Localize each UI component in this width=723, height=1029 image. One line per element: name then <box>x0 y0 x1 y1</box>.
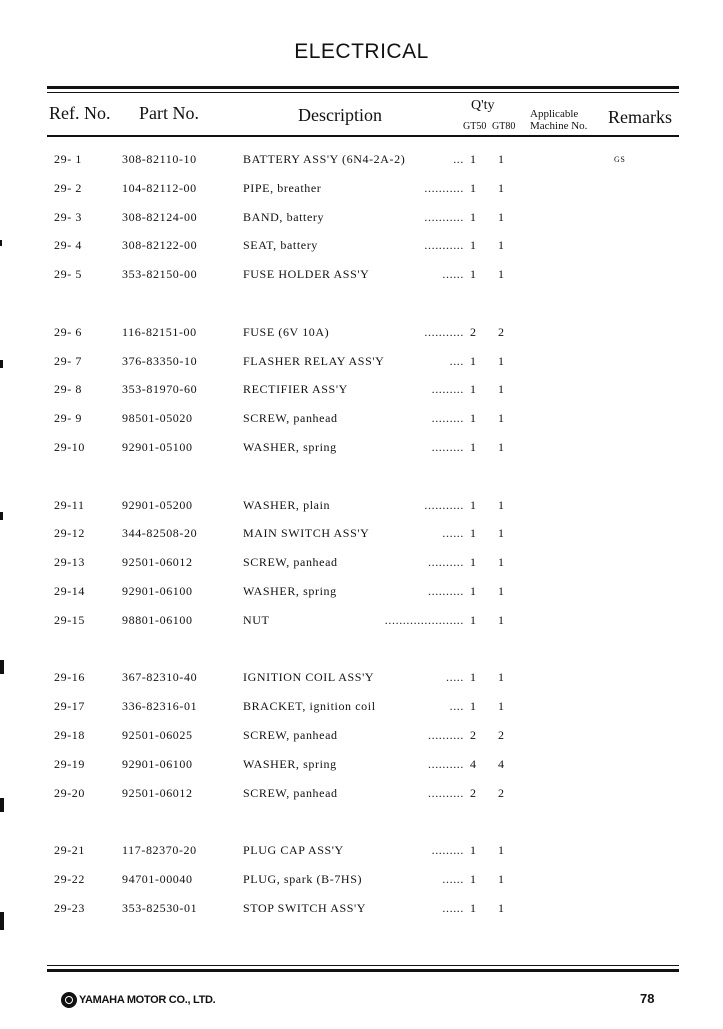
qty-gt80-cell: 1 <box>498 152 505 166</box>
qty-gt50-cell: 1 <box>470 440 477 454</box>
qty-gt50-cell: 1 <box>470 670 477 684</box>
qty-gt80-cell: 2 <box>498 786 505 800</box>
description-text: BRACKET, ignition coil <box>243 699 376 713</box>
qty-gt50-cell: 1 <box>470 613 477 627</box>
description-cell <box>243 728 338 743</box>
qty-gt80-cell: 1 <box>498 901 505 915</box>
header-gt80: GT80 <box>492 121 516 132</box>
qty-gt50-cell: 1 <box>470 498 477 512</box>
scan-mark <box>0 798 4 812</box>
leader-dots: ........... <box>424 498 464 512</box>
leader-dots: ......... <box>431 411 464 425</box>
description-text: SCREW, panhead <box>243 728 338 742</box>
table-row <box>0 238 723 256</box>
qty-gt50-cell: 1 <box>470 382 477 396</box>
table-row <box>0 728 723 746</box>
description-text: NUT <box>243 613 270 627</box>
part-no-cell: 94701-00040 <box>122 872 193 886</box>
header-rule <box>47 135 679 137</box>
description-cell <box>243 440 337 455</box>
qty-gt50-cell: 1 <box>470 526 477 540</box>
table-row <box>0 325 723 343</box>
ref-no-cell: 29- 7 <box>54 354 82 368</box>
description-cell <box>243 498 330 513</box>
description-text: WASHER, spring <box>243 440 337 454</box>
leader-dots: .... <box>449 699 464 713</box>
description-text: BAND, battery <box>243 210 325 224</box>
table-row <box>0 555 723 573</box>
ref-no-cell: 29- 5 <box>54 267 82 281</box>
leader-dots: ...................... <box>384 613 464 627</box>
qty-gt50-cell: 1 <box>470 181 477 195</box>
ref-no-cell: 29-21 <box>54 843 85 857</box>
leader-dots: .......... <box>428 757 464 771</box>
qty-gt80-cell: 1 <box>498 498 505 512</box>
ref-no-cell: 29-11 <box>54 498 85 512</box>
qty-gt50-cell: 2 <box>470 728 477 742</box>
qty-gt80-cell: 1 <box>498 526 505 540</box>
leader-dots: ........... <box>424 238 464 252</box>
part-no-cell: 92901-06100 <box>122 757 193 771</box>
qty-gt50-cell: 1 <box>470 152 477 166</box>
qty-gt50-cell: 1 <box>470 238 477 252</box>
scan-mark <box>0 512 3 520</box>
description-cell <box>243 757 337 772</box>
description-text: FUSE HOLDER ASS'Y <box>243 267 370 281</box>
qty-gt80-cell: 1 <box>498 440 505 454</box>
table-row <box>0 498 723 516</box>
leader-dots: .......... <box>428 786 464 800</box>
part-no-cell: 117-82370-20 <box>122 843 197 857</box>
description-cell <box>243 152 405 167</box>
description-cell <box>243 699 376 714</box>
qty-gt80-cell: 2 <box>498 728 505 742</box>
part-no-cell: 308-82124-00 <box>122 210 198 224</box>
qty-gt80-cell: 1 <box>498 843 505 857</box>
ref-no-cell: 29-10 <box>54 440 85 454</box>
header-description: Description <box>298 105 382 125</box>
leader-dots: ........... <box>424 325 464 339</box>
yamaha-emblem-icon <box>61 992 77 1008</box>
header-applicable: Applicable <box>530 108 579 120</box>
description-text: PIPE, breather <box>243 181 322 195</box>
part-no-cell: 353-81970-60 <box>122 382 198 396</box>
part-no-cell: 353-82150-00 <box>122 267 198 281</box>
table-row <box>0 901 723 919</box>
qty-gt80-cell: 1 <box>498 872 505 886</box>
description-text: PLUG CAP ASS'Y <box>243 843 344 857</box>
description-cell <box>243 526 369 541</box>
leader-dots: ......... <box>431 382 464 396</box>
part-no-cell: 308-82110-10 <box>122 152 197 166</box>
ref-no-cell: 29-19 <box>54 757 85 771</box>
leader-dots: .......... <box>428 584 464 598</box>
company-name: YAMAHA MOTOR CO., LTD. <box>79 994 216 1006</box>
table-row <box>0 382 723 400</box>
ref-no-cell: 29-22 <box>54 872 85 886</box>
part-no-cell: 353-82530-01 <box>122 901 198 915</box>
ref-no-cell: 29-14 <box>54 584 85 598</box>
part-no-cell: 92501-06012 <box>122 786 193 800</box>
table-row <box>0 872 723 890</box>
qty-gt50-cell: 2 <box>470 325 477 339</box>
qty-gt50-cell: 1 <box>470 267 477 281</box>
qty-gt50-cell: 1 <box>470 210 477 224</box>
ref-no-cell: 29-23 <box>54 901 85 915</box>
description-cell <box>243 670 374 685</box>
part-no-cell: 92501-06012 <box>122 555 193 569</box>
qty-gt80-cell: 1 <box>498 267 505 281</box>
description-cell <box>243 613 269 628</box>
leader-dots: .......... <box>428 728 464 742</box>
qty-gt50-cell: 1 <box>470 555 477 569</box>
ref-no-cell: 29- 8 <box>54 382 82 396</box>
leader-dots: ..... <box>446 670 464 684</box>
part-no-cell: 376-83350-10 <box>122 354 198 368</box>
description-text: IGNITION COIL ASS'Y <box>243 670 375 684</box>
qty-gt80-cell: 1 <box>498 699 505 713</box>
leader-dots: ...... <box>442 872 464 886</box>
description-text: SCREW, panhead <box>243 786 338 800</box>
qty-gt80-cell: 1 <box>498 584 505 598</box>
ref-no-cell: 29-15 <box>54 613 85 627</box>
qty-gt80-cell: 1 <box>498 238 505 252</box>
leader-dots: ........... <box>424 210 464 224</box>
table-row <box>0 526 723 544</box>
table-row <box>0 354 723 372</box>
top-rule-thin <box>47 92 679 93</box>
table-row <box>0 181 723 199</box>
description-text: SEAT, battery <box>243 238 318 252</box>
qty-gt80-cell: 1 <box>498 382 505 396</box>
leader-dots: .......... <box>428 555 464 569</box>
description-cell <box>243 901 366 916</box>
table-row <box>0 613 723 631</box>
leader-dots: ........... <box>424 181 464 195</box>
leader-dots: .... <box>449 354 464 368</box>
qty-gt80-cell: 1 <box>498 210 505 224</box>
part-no-cell: 308-82122-00 <box>122 238 198 252</box>
qty-gt50-cell: 1 <box>470 584 477 598</box>
part-no-cell: 336-82316-01 <box>122 699 198 713</box>
leader-dots: ...... <box>442 901 464 915</box>
scan-mark <box>0 660 4 674</box>
company-logo <box>61 992 215 1008</box>
description-cell <box>243 584 337 599</box>
description-cell <box>243 238 318 253</box>
header-remarks: Remarks <box>608 107 672 127</box>
ref-no-cell: 29- 3 <box>54 210 82 224</box>
table-row <box>0 210 723 228</box>
description-text: MAIN SWITCH ASS'Y <box>243 526 370 540</box>
part-no-cell: 104-82112-00 <box>122 181 197 195</box>
qty-gt80-cell: 1 <box>498 181 505 195</box>
qty-gt50-cell: 1 <box>470 699 477 713</box>
scan-mark <box>0 360 3 368</box>
qty-gt50-cell: 4 <box>470 757 477 771</box>
description-text: STOP SWITCH ASS'Y <box>243 901 367 915</box>
qty-gt50-cell: 1 <box>470 872 477 886</box>
table-row <box>0 411 723 429</box>
part-no-cell: 116-82151-00 <box>122 325 197 339</box>
ref-no-cell: 29- 9 <box>54 411 82 425</box>
part-no-cell: 92901-05100 <box>122 440 193 454</box>
description-cell <box>243 181 321 196</box>
description-cell <box>243 786 338 801</box>
description-text: WASHER, spring <box>243 757 337 771</box>
page-number: 78 <box>640 991 655 1006</box>
description-text: RECTIFIER ASS'Y <box>243 382 348 396</box>
leader-dots: ...... <box>442 267 464 281</box>
ref-no-cell: 29-18 <box>54 728 85 742</box>
scan-mark <box>0 240 2 246</box>
table-row <box>0 699 723 717</box>
description-cell <box>243 210 324 225</box>
leader-dots: ...... <box>442 526 464 540</box>
part-no-cell: 98501-05020 <box>122 411 193 425</box>
qty-gt50-cell: 1 <box>470 843 477 857</box>
table-row <box>0 757 723 775</box>
table-row <box>0 786 723 804</box>
header-ref-no: Ref. No. <box>49 103 111 123</box>
header-gt50: GT50 <box>463 121 487 132</box>
page-title: ELECTRICAL <box>294 40 429 63</box>
description-cell <box>243 267 369 282</box>
description-cell <box>243 325 329 340</box>
description-cell <box>243 872 362 887</box>
table-row <box>0 152 723 170</box>
table-row <box>0 440 723 458</box>
ref-no-cell: 29-16 <box>54 670 85 684</box>
table-row <box>0 843 723 861</box>
description-text: BATTERY ASS'Y (6N4-2A-2) <box>243 152 406 166</box>
part-no-cell: 92901-05200 <box>122 498 193 512</box>
qty-gt50-cell: 1 <box>470 411 477 425</box>
ref-no-cell: 29-12 <box>54 526 85 540</box>
qty-gt80-cell: 1 <box>498 354 505 368</box>
ref-no-cell: 29- 1 <box>54 152 82 166</box>
qty-gt80-cell: 1 <box>498 411 505 425</box>
remarks-cell: GS <box>614 155 626 164</box>
ref-no-cell: 29-20 <box>54 786 85 800</box>
header-part-no: Part No. <box>139 103 199 123</box>
qty-gt80-cell: 4 <box>498 757 505 771</box>
description-cell <box>243 555 338 570</box>
qty-gt80-cell: 1 <box>498 670 505 684</box>
part-no-cell: 92501-06025 <box>122 728 193 742</box>
ref-no-cell: 29- 6 <box>54 325 82 339</box>
scan-mark <box>0 912 4 930</box>
description-text: SCREW, panhead <box>243 411 338 425</box>
qty-gt80-cell: 1 <box>498 613 505 627</box>
leader-dots: ......... <box>431 843 464 857</box>
description-cell <box>243 843 344 858</box>
part-no-cell: 367-82310-40 <box>122 670 198 684</box>
qty-gt50-cell: 1 <box>470 901 477 915</box>
qty-gt50-cell: 1 <box>470 354 477 368</box>
table-row <box>0 584 723 602</box>
description-text: SCREW, panhead <box>243 555 338 569</box>
description-text: FLASHER RELAY ASS'Y <box>243 354 385 368</box>
ref-no-cell: 29-17 <box>54 699 85 713</box>
part-no-cell: 98801-06100 <box>122 613 193 627</box>
ref-no-cell: 29- 2 <box>54 181 82 195</box>
table-row <box>0 670 723 688</box>
description-text: WASHER, spring <box>243 584 337 598</box>
description-cell <box>243 354 384 369</box>
top-rule-thick <box>47 86 679 89</box>
qty-gt50-cell: 2 <box>470 786 477 800</box>
description-text: PLUG, spark (B-7HS) <box>243 872 363 886</box>
ref-no-cell: 29- 4 <box>54 238 82 252</box>
description-text: WASHER, plain <box>243 498 331 512</box>
ref-no-cell: 29-13 <box>54 555 85 569</box>
qty-gt80-cell: 2 <box>498 325 505 339</box>
qty-gt80-cell: 1 <box>498 555 505 569</box>
leader-dots: ......... <box>431 440 464 454</box>
table-row <box>0 267 723 285</box>
leader-dots: ... <box>453 152 464 166</box>
description-cell <box>243 382 348 397</box>
part-no-cell: 344-82508-20 <box>122 526 198 540</box>
header-qty: Q'ty <box>471 98 495 113</box>
bottom-rule-thick <box>47 969 679 972</box>
header-machine-no: Machine No. <box>530 120 588 132</box>
bottom-rule-thin <box>47 965 679 966</box>
part-no-cell: 92901-06100 <box>122 584 193 598</box>
description-text: FUSE (6V 10A) <box>243 325 330 339</box>
description-cell <box>243 411 338 426</box>
